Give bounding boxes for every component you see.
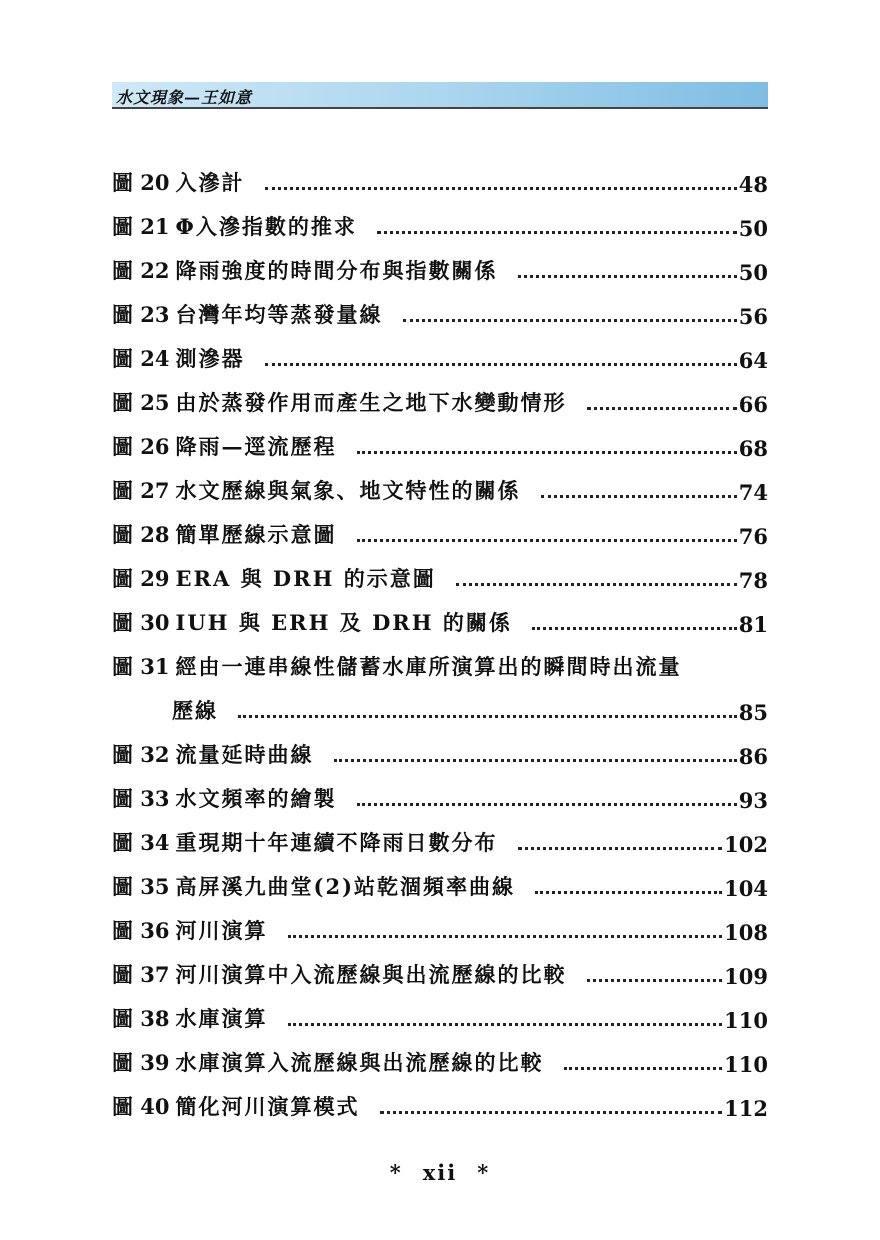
page-number: 104: [724, 876, 768, 901]
figure-title: 重現期十年連續不降雨日數分布: [175, 830, 498, 855]
toc-entry[interactable]: [112, 165, 768, 197]
dot-leader: [357, 539, 737, 542]
toc-entry[interactable]: [112, 737, 768, 769]
figure-label: 圖 29: [112, 566, 170, 591]
toc-entry[interactable]: [112, 1001, 768, 1033]
footer-page-number: xii: [422, 1160, 458, 1185]
toc-entry[interactable]: [112, 341, 768, 373]
figure-title: 測滲器: [175, 346, 245, 371]
figure-title: 簡化河川演算模式: [175, 1094, 360, 1119]
figure-title: 高屏溪九曲堂(2)站乾涸頻率曲線: [175, 874, 516, 899]
figure-title: 降雨—逕流歷程: [175, 434, 337, 459]
figure-label: 圖 21: [112, 214, 170, 239]
figure-title: 河川演算: [175, 918, 268, 943]
page-number: 50: [738, 216, 768, 241]
figure-title: 水文頻率的繪製: [175, 786, 337, 811]
page-number: 112: [724, 1096, 768, 1121]
figure-label: 圖 39: [112, 1050, 170, 1075]
toc-entry[interactable]: [112, 781, 768, 813]
dot-leader: [403, 319, 737, 322]
footer-star-right: *: [477, 1160, 491, 1185]
toc-entry[interactable]: [112, 429, 768, 461]
figure-label: 圖 35: [112, 874, 170, 899]
toc-entry[interactable]: [112, 605, 768, 637]
footer-star-left: *: [389, 1160, 403, 1185]
dot-leader: [288, 1023, 723, 1026]
toc-entry[interactable]: [112, 517, 768, 549]
page-number: 76: [738, 524, 768, 549]
toc-entry[interactable]: [112, 957, 768, 989]
page-number: 78: [738, 568, 768, 593]
toc-entry[interactable]: [112, 1089, 768, 1121]
dot-leader: [541, 495, 737, 498]
figure-label: 圖 36: [112, 918, 170, 943]
toc-entry[interactable]: [112, 825, 768, 857]
figure-title: IUH 與 ERH 及 DRH 的關係: [175, 610, 512, 635]
dot-leader: [357, 803, 737, 806]
page-number: 85: [738, 700, 768, 725]
toc-entry[interactable]: [112, 385, 768, 417]
toc-entry[interactable]: [112, 209, 768, 241]
dot-leader: [518, 847, 723, 850]
page-number: 48: [738, 172, 768, 197]
dot-leader: [334, 759, 737, 762]
page-number: 64: [738, 348, 768, 373]
dot-leader: [265, 363, 737, 366]
dot-leader: [587, 407, 737, 410]
toc-entry[interactable]: [112, 253, 768, 285]
page-footer: [0, 1160, 880, 1185]
dot-leader: [532, 627, 737, 630]
page-number: 109: [724, 964, 768, 989]
figure-title: Φ入滲指數的推求: [175, 214, 357, 239]
header-rule: [112, 107, 768, 109]
toc-entry-first-line[interactable]: [112, 649, 768, 681]
figure-title: 流量延時曲線: [175, 742, 314, 767]
figure-title: 入滲計: [175, 170, 245, 195]
figure-title: 由於蒸發作用而產生之地下水變動情形: [175, 390, 567, 415]
figure-label: 圖 33: [112, 786, 170, 811]
figure-label: 圖 24: [112, 346, 170, 371]
page-number: 66: [738, 392, 768, 417]
dot-leader: [288, 935, 723, 938]
toc-entry[interactable]: [112, 1045, 768, 1077]
dot-leader: [357, 451, 737, 454]
page-number: 56: [738, 304, 768, 329]
figure-label: 圖 37: [112, 962, 170, 987]
figure-label: 圖 34: [112, 830, 170, 855]
dot-leader: [377, 231, 737, 234]
dot-leader: [456, 583, 737, 586]
figure-label: 圖 20: [112, 170, 170, 195]
dot-leader: [564, 1067, 723, 1070]
figure-title: 水庫演算: [175, 1006, 268, 1031]
figure-title: ERA 與 DRH 的示意圖: [175, 566, 436, 591]
page-number: 68: [738, 436, 768, 461]
figure-label: 圖 32: [112, 742, 170, 767]
figure-title: 經由一連串線性儲蓄水庫所演算出的瞬間時出流量: [175, 654, 682, 679]
page-number: 110: [724, 1008, 768, 1033]
page-number: 108: [724, 920, 768, 945]
page-number: 86: [738, 744, 768, 769]
figure-label: 圖 27: [112, 478, 170, 503]
dot-leader: [265, 187, 737, 190]
figure-title: 水庫演算入流歷線與出流歷線的比較: [175, 1050, 544, 1075]
figure-title: 簡單歷線示意圖: [175, 522, 337, 547]
figure-label: 圖 25: [112, 390, 170, 415]
dot-leader: [238, 715, 737, 718]
page-number: 50: [738, 260, 768, 285]
toc-entry[interactable]: [112, 297, 768, 329]
figure-title: 河川演算中入流歷線與出流歷線的比較: [175, 962, 567, 987]
figure-title: 台灣年均等蒸發量線: [175, 302, 383, 327]
dot-leader: [587, 979, 723, 982]
toc-entry[interactable]: [112, 561, 768, 593]
figure-label: 圖 30: [112, 610, 170, 635]
header-band: [112, 82, 768, 108]
toc-entry[interactable]: [112, 869, 768, 901]
figure-label: 圖 40: [112, 1094, 170, 1119]
figure-label: 圖 31: [112, 654, 170, 679]
figure-label: 圖 28: [112, 522, 170, 547]
page-number: 110: [724, 1052, 768, 1077]
toc-entry-continuation[interactable]: [172, 693, 768, 725]
figure-label: 圖 26: [112, 434, 170, 459]
page-number: 81: [738, 612, 768, 637]
toc-entry[interactable]: [112, 913, 768, 945]
figure-title: 降雨強度的時間分布與指數關係: [175, 258, 498, 283]
page-number: 74: [738, 480, 768, 505]
dot-leader: [518, 275, 737, 278]
running-header-title: 水文現象—王如意: [116, 88, 253, 107]
page-number: 93: [738, 788, 768, 813]
figure-label: 圖 38: [112, 1006, 170, 1031]
figure-label: 圖 22: [112, 258, 170, 283]
dot-leader: [535, 891, 722, 894]
figure-label: 圖 23: [112, 302, 170, 327]
figure-title: 水文歷線與氣象、地文特性的關係: [175, 478, 521, 503]
toc-entry[interactable]: [112, 473, 768, 505]
page-number: 102: [724, 832, 768, 857]
figure-title-continuation: 歷線: [172, 698, 218, 723]
dot-leader: [380, 1111, 723, 1114]
